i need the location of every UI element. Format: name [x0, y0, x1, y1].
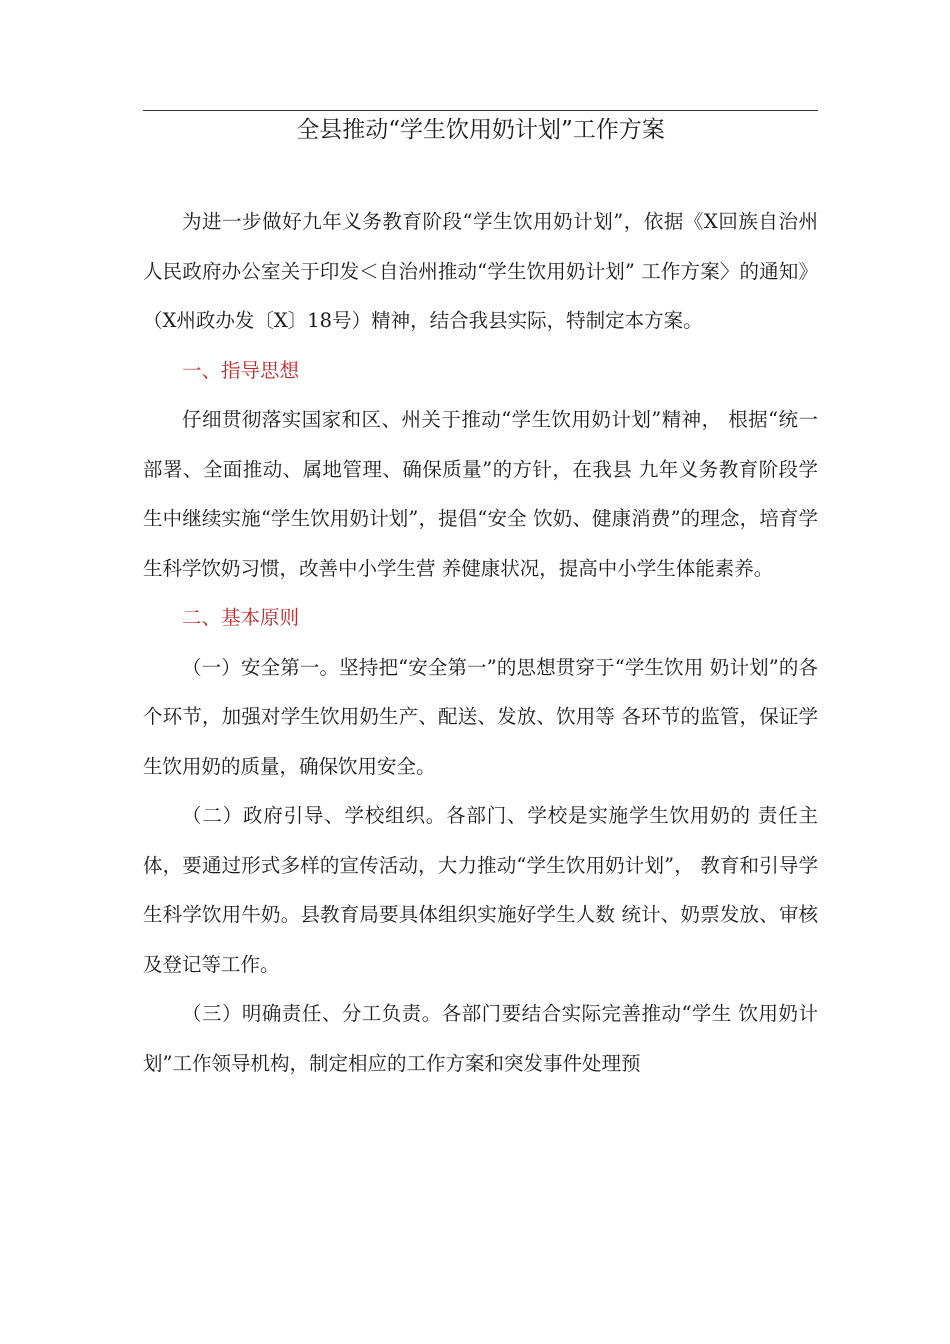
section-heading-guiding-thought: 一、指导思想 — [182, 358, 300, 382]
document-title: 全县推动“学生饮用奶计划”工作方案 — [296, 117, 665, 143]
guiding-thought-paragraph: 仔细贯彻落实国家和区、州关于推动“学生饮用奶计划”精神， 根据“统一部署、全面推动、属地管理、确保质量”的方针，在我县 九年义务教育阶段学生中继续实施“学生饮用奶计划”，提倡“安全 饮奶、健康消费”的理念，培育学生科学饮奶习惯，改善中小学生营 养健康状况，提高中小学生体能素养。 — [143, 408, 818, 580]
document-body — [143, 197, 818, 1088]
header-rule — [143, 110, 818, 111]
section-heading-basic-principles: 二、基本原则 — [182, 606, 300, 629]
principle-government-guidance: （二）政府引导、学校组织。各部门、学校是实施学生饮用奶的 责任主体，要通过形式多样的宣传活动，大力推动“学生饮用奶计划”， 教育和引导学生科学饮用牛奶。县教育局要具体组织实施好学生人数 统计、奶票发放、审核及登记等工作。 — [143, 804, 818, 976]
principle-clear-responsibility: （三）明确责任、分工负责。各部门要结合实际完善推动“学生 饮用奶计划”工作领导机构，制定相应的工作方案和突发事件处理预 — [143, 1002, 818, 1075]
principle-safety-first: （一）安全第一。坚持把“安全第一”的思想贯穿于“学生饮用 奶计划”的各个环节，加强对学生饮用奶生产、配送、发放、饮用等 各环节的监管，保证学生饮用奶的质量，确保饮用安全。 — [143, 655, 818, 778]
intro-paragraph: 为进一步做好九年义务教育阶段“学生饮用奶计划”，依据《X回族自治州人民政府办公室关于印发＜自治州推动“学生饮用奶计划” 工作方案〉的通知》（X州政办发〔X〕18号）精神，结合我县实际，特制定本方案。 — [143, 210, 818, 332]
